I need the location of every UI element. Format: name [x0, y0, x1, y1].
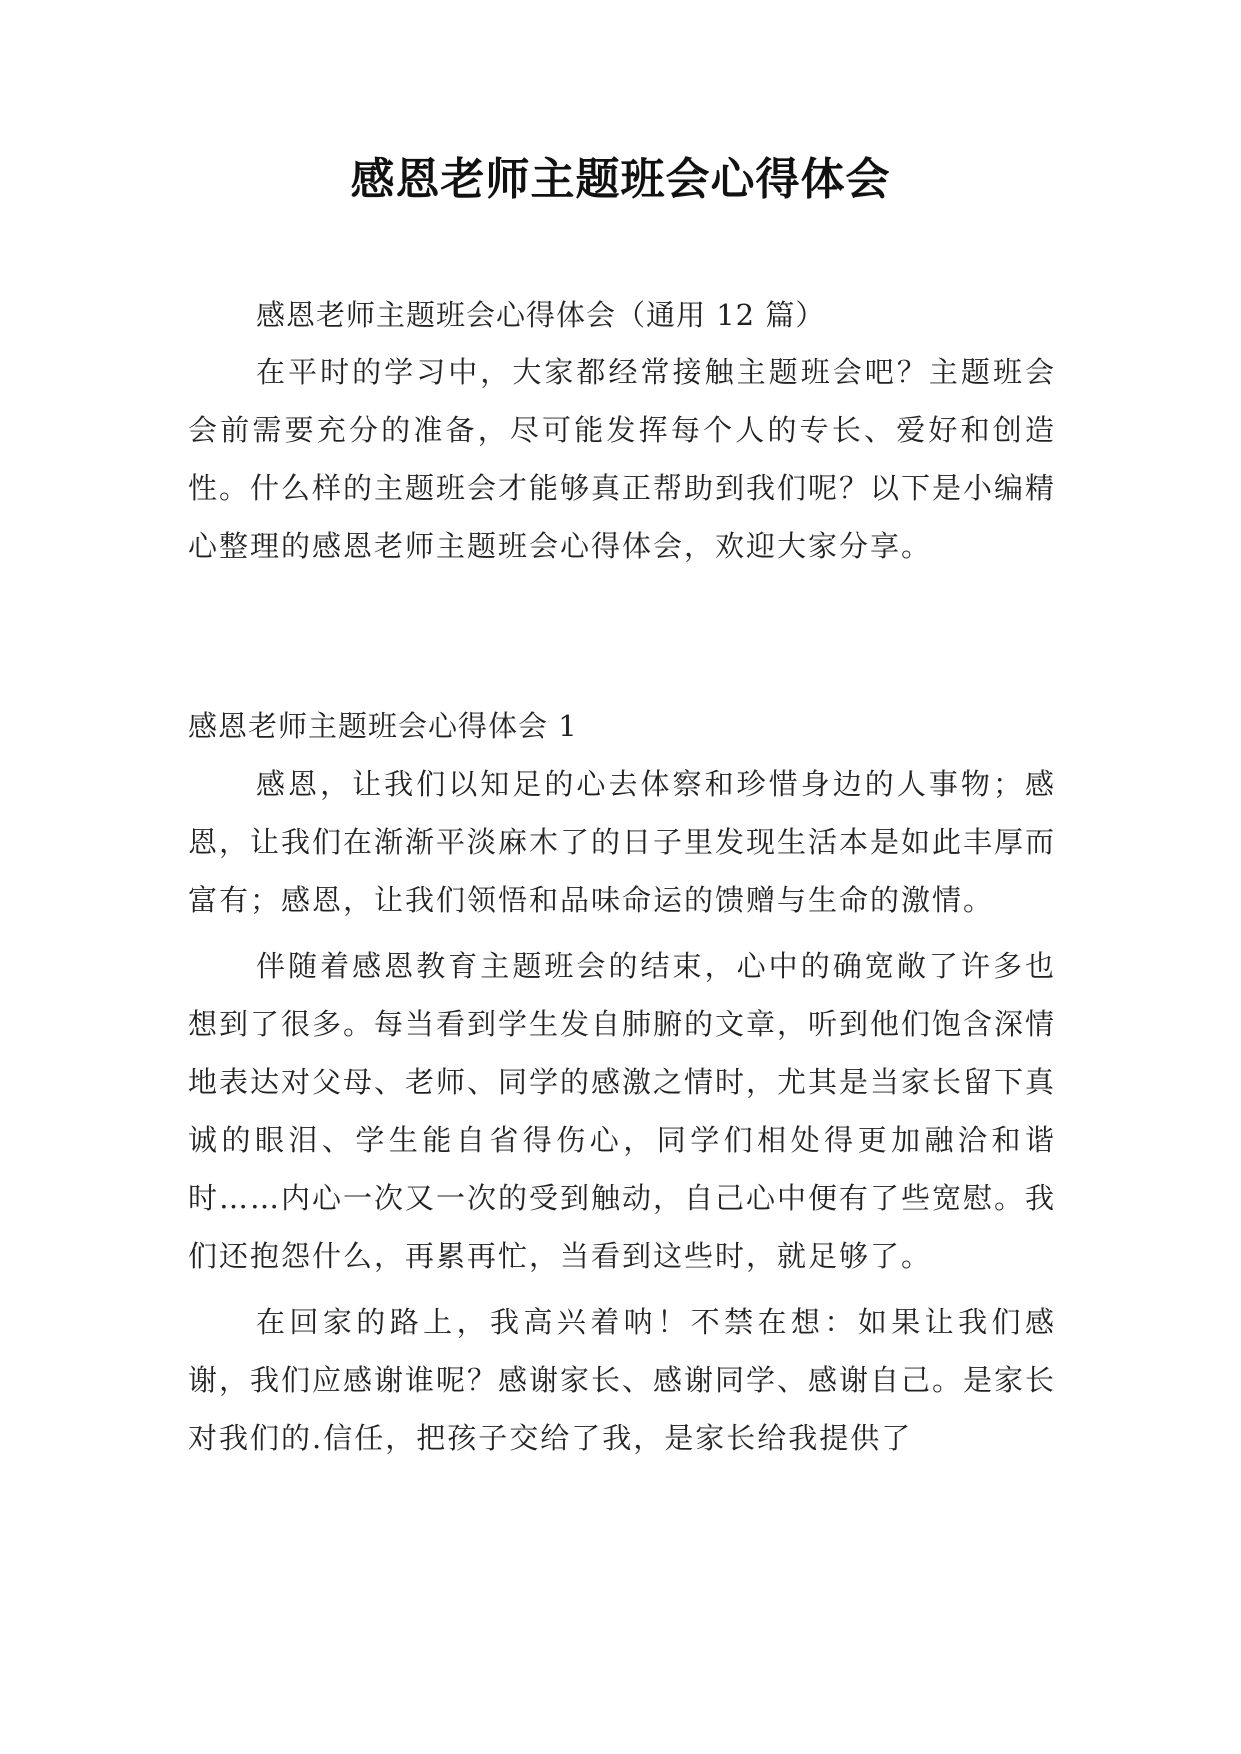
intro-paragraph: 在平时的学习中，大家都经常接触主题班会吧？主题班会会前需要充分的准备，尽可能发挥每个人的专长、爱好和创造性。什么样的主题班会才能够真正帮助到我们呢？以下是小编精心整理的感恩老师主题班会心得体会，欢迎大家分享。 [188, 355, 1057, 563]
section-body [188, 755, 1056, 1467]
document-subtitle: 感恩老师主题班会心得体会（通用 12 篇） [256, 298, 826, 332]
body-paragraph: 在回家的路上，我高兴着呐！不禁在想：如果让我们感谢，我们应感谢谁呢？感谢家长、感谢同学、感谢自己。是家长对我们的.信任，把孩子交给了我，是家长给我提供了 [188, 1305, 1057, 1455]
section-heading: 感恩老师主题班会心得体会 1 [188, 709, 578, 743]
page-title: 感恩老师主题班会心得体会 [350, 154, 891, 205]
body-paragraph: 伴随着感恩教育主题班会的结束，心中的确宽敞了许多也想到了很多。每当看到学生发自肺腑的文章，听到他们饱含深情地表达对父母、老师、同学的感激之情时，尤其是当家长留下真诚的眼泪、学生能自省得伤心，同学们相处得更加融洽和谐时……内心一次又一次的受到触动，自己心中便有了些宽慰。我们还抱怨什么，再累再忙，当看到这些时，就足够了。 [188, 949, 1057, 1273]
intro-block [188, 343, 1056, 575]
body-paragraph: 感恩，让我们以知足的心去体察和珍惜身边的人事物；感恩，让我们在渐渐平淡麻木了的日子里发现生活本是如此丰厚而富有；感恩，让我们领悟和品味命运的馈赠与生命的激情。 [188, 767, 1057, 917]
